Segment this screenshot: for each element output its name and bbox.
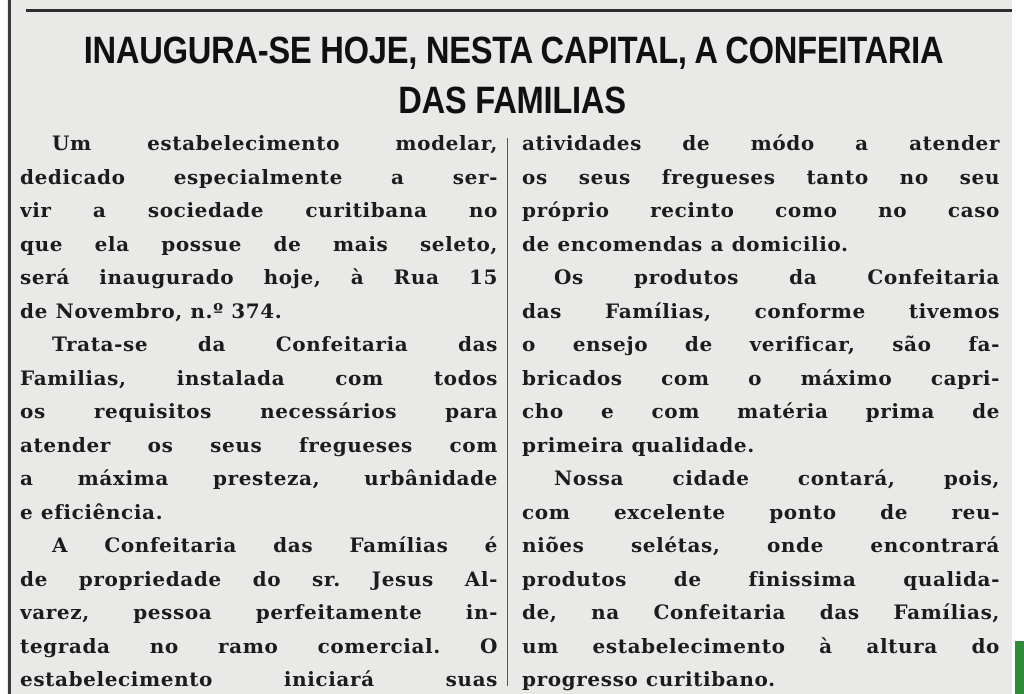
article-line: os requisitos necessários para — [20, 399, 498, 423]
article-line: vir a sociedade curitibana no — [20, 198, 498, 222]
article-line: que ela possue de mais seleto, — [20, 231, 498, 256]
headline-line-1: INAUGURA-SE HOJE, NESTA CAPITAL, A CONFEITARIA — [83, 30, 944, 72]
article-line: a máxima presteza, urbânidade — [20, 466, 498, 490]
article-line: será inaugurado hoje, à Rua 15 — [20, 265, 498, 289]
article-column-left — [20, 127, 498, 694]
article-line: das Famílias, conforme tivemos — [522, 298, 1000, 323]
top-border-rule — [26, 9, 1012, 12]
article-line: atividades de módo a atender — [522, 131, 1000, 155]
article-column-right — [522, 127, 1000, 694]
article-line: e eficiência. — [20, 499, 164, 524]
article-line: próprio recinto como no caso — [522, 198, 1000, 222]
article-line: de Novembro, n.º 374. — [20, 298, 283, 323]
page-edge — [0, 0, 7, 694]
article-line: de propriedade do sr. Jesus Al- — [20, 566, 498, 591]
article-line: estabelecimento iniciará suas — [20, 667, 498, 691]
article-line: os seus fregueses tanto no seu — [522, 164, 1000, 189]
article-line: bricados com o máximo capri- — [522, 365, 1000, 390]
column-divider — [507, 138, 508, 686]
article-line: atender os seus fregueses com — [20, 432, 498, 457]
article-line: cho e com matéria prima de — [522, 399, 1000, 423]
article-line: A Confeitaria das Famílias é — [52, 533, 498, 557]
article-line: dedicado especialmente a ser- — [20, 164, 498, 189]
article-line: Os produtos da Confeitaria — [554, 265, 1000, 289]
article-line: de encomendas a domicilio. — [522, 231, 849, 256]
article-line: primeira qualidade. — [522, 432, 755, 457]
article-line: de, na Confeitaria das Famílias, — [522, 600, 1000, 624]
article-line: produtos de finissima qualida- — [522, 566, 1000, 591]
article-line: Nossa cidade contará, pois, — [554, 466, 1000, 490]
article-line: Um estabelecimento modelar, — [52, 131, 498, 155]
headline — [83, 26, 944, 126]
headline-line-2: DAS FAMILIAS — [398, 80, 626, 122]
left-border-rule — [8, 0, 11, 694]
article-line: Familias, instalada com todos — [20, 365, 498, 390]
article-line: niões selétas, onde encontrará — [522, 533, 1000, 557]
article-line: o ensejo de verificar, são fa- — [522, 332, 1000, 356]
article-line: com excelente ponto de reu- — [522, 499, 1000, 524]
article-line: varez, pessoa perfeitamente in- — [20, 600, 498, 624]
article-line: tegrada no ramo comercial. O — [20, 633, 498, 658]
edge-color-mark — [1015, 641, 1024, 694]
article-line: Trata-se da Confeitaria das — [52, 332, 498, 356]
article-line: um estabelecimento à altura do — [522, 633, 1000, 658]
article-line: progresso curitibano. — [522, 667, 776, 691]
